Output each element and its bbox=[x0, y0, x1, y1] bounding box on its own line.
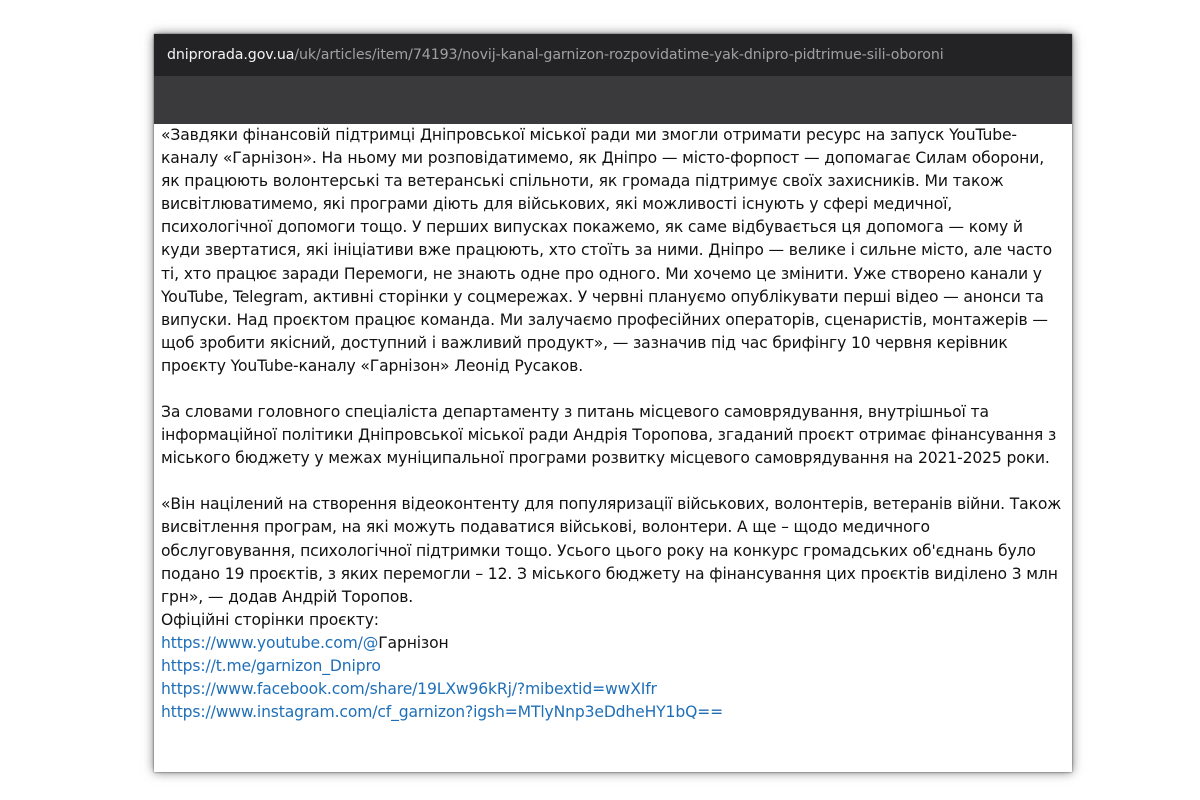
address-bar[interactable] bbox=[154, 34, 1072, 76]
url-path: /uk/articles/item/74193/novij-kanal-garnizon-rozpovidatime-yak-dnipro-pidtrimue-sili-oboroni bbox=[294, 47, 944, 63]
article-paragraph-2: За словами головного спеціаліста департаменту з питань місцевого самоврядування, внутрішньої та інформаційної політики Дніпровської міської ради Андрія Торопова, згаданий проєкт отримає фінансування з міського бюджету у межах муніципальної програми розвитку місцевого самоврядування на 2021-2025 роки. bbox=[161, 403, 1057, 468]
instagram-link[interactable]: https://www.instagram.com/cf_garnizon?igsh=MTlyNnp3eDdheHY1bQ== bbox=[161, 703, 724, 722]
article-paragraph-3: «Він націлений на створення відеоконтенту для популяризації військових, волонтерів, ветеранів війни. Також висвітлення програм, на які можуть подаватися військові, волонтери. А ще – щодо медичного обслуговування, психологічної підтримки тощо. Усього цього року на конкурс громадських об'єднань було подано 19 проєктів, з яких перемогли – 12. З міського бюджету на фінансування цих проєктів виділено 3 млн грн», — додав Андрій Торопов. bbox=[161, 495, 1062, 606]
youtube-link[interactable] bbox=[161, 632, 1064, 655]
article-body bbox=[154, 124, 1072, 724]
article-paragraph-1: «Завдяки фінансовій підтримці Дніпровської міської ради ми змогли отримати ресурс на запуск YouTube-каналу «Гарнізон». На ньому ми розповідатимемо, як Дніпро — місто-форпост — допомагає Силам оборони, як працюють волонтерські та ветеранські спільноти, як громада підтримує своїх захисників. Ми також висвітлюватимемо, які програми діють для військових, які можливості існують у сфері медичної, психологічної допомоги тощо. У перших випусках покажемо, як саме відбувається ця допомога — кому й куди звертатися, які ініціативи вже працюють, хто стоїть за ними. Дніпро — велике і сильне місто, але часто ті, хто працює заради Перемоги, не знають одне про одного. Ми хочемо це змінити. Уже створено канали у YouTube, Telegram, активні сторінки у соцмережах. У червні плануємо опублікувати перші відео — анонси та випуски. Над проєктом працює команда. Ми залучаємо професійних операторів, сценаристів, монтажерів — щоб зробити якісний, доступний і важливий продукт», — зазначив під час брифінгу 10 червня керівник проєкту YouTube-каналу «Гарнізон» Леонід Русаков. bbox=[161, 126, 1052, 375]
browser-window bbox=[154, 34, 1072, 772]
youtube-link-handle: Гарнізон bbox=[378, 633, 449, 652]
facebook-link[interactable]: https://www.facebook.com/share/19LXw96kRj/?mibextid=wwXIfr bbox=[161, 680, 657, 699]
youtube-link-url: https://www.youtube.com/@ bbox=[161, 633, 379, 652]
url-domain: dniprorada.gov.ua bbox=[167, 47, 295, 63]
official-pages-label: Офіційні сторінки проєкту: bbox=[161, 610, 379, 629]
browser-toolbar bbox=[154, 76, 1072, 124]
telegram-link[interactable]: https://t.me/garnizon_Dnipro bbox=[161, 656, 381, 675]
